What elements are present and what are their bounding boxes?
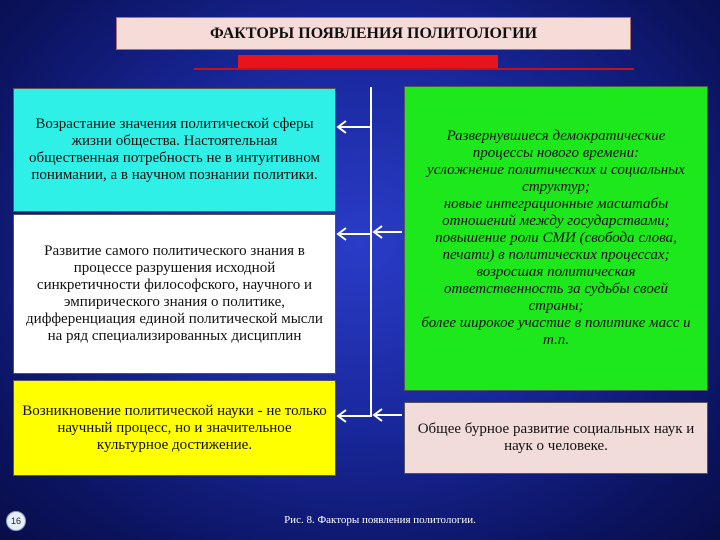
arrow-from-social-sciences bbox=[370, 408, 406, 422]
title-accent-bar bbox=[238, 55, 498, 69]
democratic-process-item: повышение роли СМИ (свобода слова, печати) в политических процессах; bbox=[435, 230, 677, 263]
arrow-left-to-box2 bbox=[334, 227, 374, 241]
factor-text-knowledge-development: Развитие самого политического знания в процессе разрушения исходной синкретичности философского, научного и эмпирического знания о политике, дифференциация единой политической мысли на ряд специализированных дисциплин bbox=[26, 243, 323, 344]
arrow-left-to-box1 bbox=[334, 120, 374, 134]
title-underline bbox=[194, 68, 634, 70]
factor-box-political-science-emergence bbox=[13, 380, 336, 476]
democratic-processes-content bbox=[415, 128, 697, 349]
factor-box-democratic-processes bbox=[404, 86, 708, 391]
page-number-badge bbox=[6, 511, 26, 531]
factor-box-political-sphere bbox=[13, 88, 336, 212]
democratic-process-item: новые интеграционные масштабы отношений между государствами; bbox=[442, 196, 670, 229]
democratic-process-item: усложнение политических и социальных структур; bbox=[427, 162, 685, 195]
page-number: 16 bbox=[10, 516, 21, 526]
democratic-processes-heading: Развернувшиеся демократические процессы нового времени: bbox=[446, 128, 666, 161]
figure-caption: Рис. 8. Факторы появления политологии. bbox=[284, 514, 476, 526]
democratic-process-item: более широкое участие в политике масс и т.п. bbox=[421, 315, 691, 348]
factor-text-political-science-emergence: Возникновение политической науки - не только научный процесс, но и значительное культурное достижение. bbox=[22, 402, 327, 453]
arrow-left-to-box3 bbox=[334, 409, 374, 423]
factor-box-social-sciences bbox=[404, 402, 708, 474]
factor-box-knowledge-development bbox=[13, 214, 336, 374]
democratic-process-item: возросшая политическая ответственность за судьбы своей страны; bbox=[443, 264, 668, 314]
diagram-title: ФАКТОРЫ ПОЯВЛЕНИЯ ПОЛИТОЛОГИИ bbox=[116, 17, 631, 50]
factor-text-political-sphere: Возрастание значения политической сферы жизни общества. Настоятельная общественная потребность не в интуитивном понимании, а в научном познании политики. bbox=[28, 116, 321, 183]
arrow-from-democratic-processes bbox=[370, 225, 406, 239]
connector-vertical-line bbox=[370, 87, 372, 417]
factor-text-social-sciences: Общее бурное развитие социальных наук и наук о человеке. bbox=[417, 421, 695, 454]
